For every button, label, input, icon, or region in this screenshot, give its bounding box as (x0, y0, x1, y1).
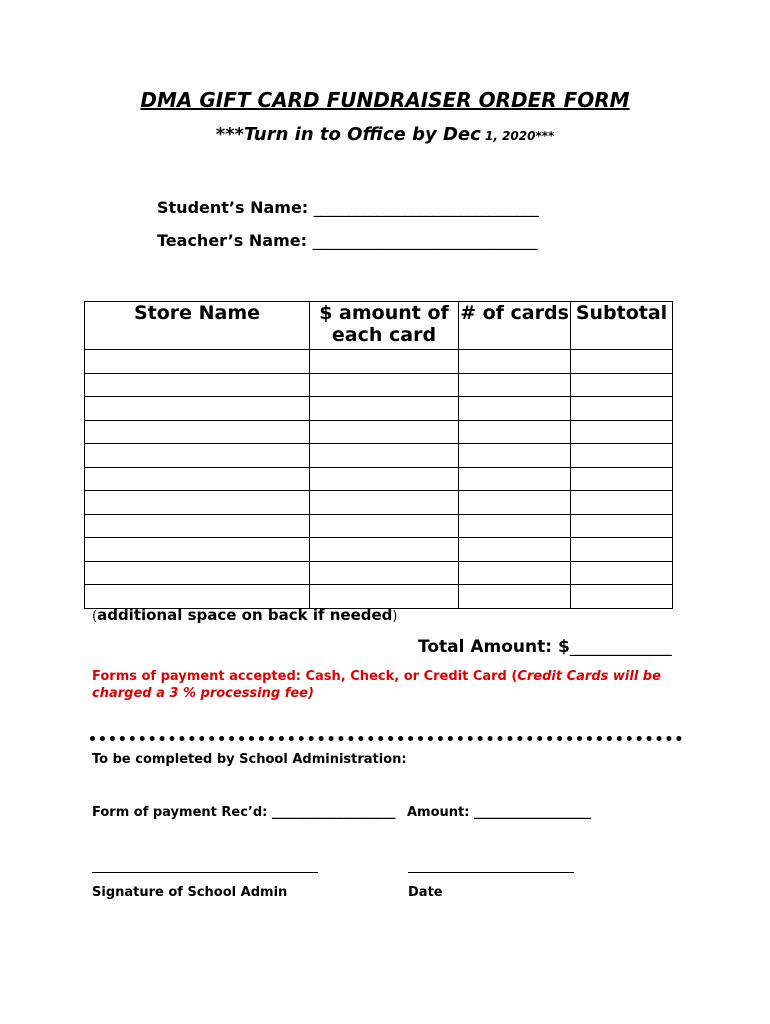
header-amount-each-card: $ amount of each card (310, 302, 459, 350)
header-subtotal: Subtotal (571, 302, 673, 350)
subtotal-cell[interactable] (571, 491, 673, 515)
subtotal-cell[interactable] (571, 585, 673, 609)
store-name-cell[interactable] (85, 561, 310, 585)
amount-cell[interactable] (310, 585, 459, 609)
order-table-header (85, 302, 673, 350)
subtotal-cell[interactable] (571, 373, 673, 397)
subtotal-cell[interactable] (571, 350, 673, 374)
total-amount-label: Total Amount: $ (418, 637, 570, 657)
date-line[interactable] (408, 872, 574, 873)
paren-close: ) (392, 609, 398, 624)
payment-methods-note (92, 668, 662, 702)
amount-field[interactable]: Amount: __________________ (407, 805, 591, 820)
order-row (85, 420, 673, 444)
cards-cell[interactable] (459, 420, 571, 444)
order-row (85, 467, 673, 491)
store-name-cell[interactable] (85, 467, 310, 491)
amount-cell[interactable] (310, 373, 459, 397)
date-label: Date (408, 885, 443, 900)
total-amount-line[interactable]: ____________ (569, 637, 672, 657)
amount-cell[interactable] (310, 444, 459, 468)
order-row (85, 491, 673, 515)
order-row (85, 514, 673, 538)
form-of-payment-field[interactable]: Form of payment Rec’d: ___________________ (92, 805, 396, 820)
store-name-cell[interactable] (85, 397, 310, 421)
cards-cell[interactable] (459, 350, 571, 374)
subtotal-cell[interactable] (571, 514, 673, 538)
payment-methods-text: Forms of payment accepted: Cash, Check, or Credit Card ( (92, 669, 518, 684)
dotted-divider (90, 736, 682, 741)
cards-cell[interactable] (459, 514, 571, 538)
total-amount-field[interactable] (418, 637, 672, 657)
paren-open: ( (92, 609, 98, 624)
store-name-cell[interactable] (85, 491, 310, 515)
subtotal-cell[interactable] (571, 467, 673, 491)
admin-section-heading: To be completed by School Administration: (92, 752, 407, 767)
deadline-text: ***Turn in to Office by Dec (215, 124, 481, 145)
amount-cell[interactable] (310, 467, 459, 491)
order-row (85, 397, 673, 421)
amount-cell[interactable] (310, 397, 459, 421)
order-row (85, 585, 673, 609)
teacher-name-field[interactable] (157, 231, 537, 250)
store-name-cell[interactable] (85, 538, 310, 562)
signature-line[interactable] (92, 872, 318, 873)
store-name-cell[interactable] (85, 420, 310, 444)
subtotal-cell[interactable] (571, 561, 673, 585)
cards-cell[interactable] (459, 397, 571, 421)
teacher-name-label: Teacher’s Name: (157, 231, 313, 250)
amount-cell[interactable] (310, 538, 459, 562)
additional-space-note (92, 606, 397, 624)
store-name-cell[interactable] (85, 350, 310, 374)
cards-cell[interactable] (459, 467, 571, 491)
teacher-name-line[interactable]: ________________________________ (312, 231, 537, 250)
order-row (85, 444, 673, 468)
header-number-of-cards: # of cards (459, 302, 571, 350)
cards-cell[interactable] (459, 373, 571, 397)
cards-cell[interactable] (459, 538, 571, 562)
subtotal-cell[interactable] (571, 420, 673, 444)
amount-cell[interactable] (310, 514, 459, 538)
order-table (84, 301, 673, 609)
subtotal-cell[interactable] (571, 397, 673, 421)
student-name-label: Student’s Name: (157, 198, 314, 217)
cards-cell[interactable] (459, 585, 571, 609)
deadline-date: 1, 2020*** (480, 129, 555, 143)
cards-cell[interactable] (459, 561, 571, 585)
student-name-line[interactable]: ________________________________ (313, 198, 538, 217)
cards-cell[interactable] (459, 491, 571, 515)
subtotal-cell[interactable] (571, 538, 673, 562)
store-name-cell[interactable] (85, 444, 310, 468)
cards-cell[interactable] (459, 444, 571, 468)
student-name-field[interactable] (157, 198, 538, 217)
amount-cell[interactable] (310, 491, 459, 515)
credit-fee-text: Credit Cards will be charged a 3 % processing fee) (92, 669, 661, 701)
form-title: DMA GIFT CARD FUNDRAISER ORDER FORM (140, 88, 630, 112)
amount-cell[interactable] (310, 350, 459, 374)
store-name-cell[interactable] (85, 585, 310, 609)
signature-label: Signature of School Admin (92, 885, 288, 900)
store-name-cell[interactable] (85, 373, 310, 397)
order-row (85, 350, 673, 374)
amount-cell[interactable] (310, 420, 459, 444)
store-name-cell[interactable] (85, 514, 310, 538)
deadline-subtitle (0, 124, 770, 145)
order-row (85, 538, 673, 562)
subtotal-cell[interactable] (571, 444, 673, 468)
order-row (85, 373, 673, 397)
amount-cell[interactable] (310, 561, 459, 585)
order-row (85, 561, 673, 585)
additional-space-text: additional space on back if needed (97, 606, 393, 624)
order-table-body (85, 350, 673, 609)
header-store-name: Store Name (85, 302, 310, 350)
